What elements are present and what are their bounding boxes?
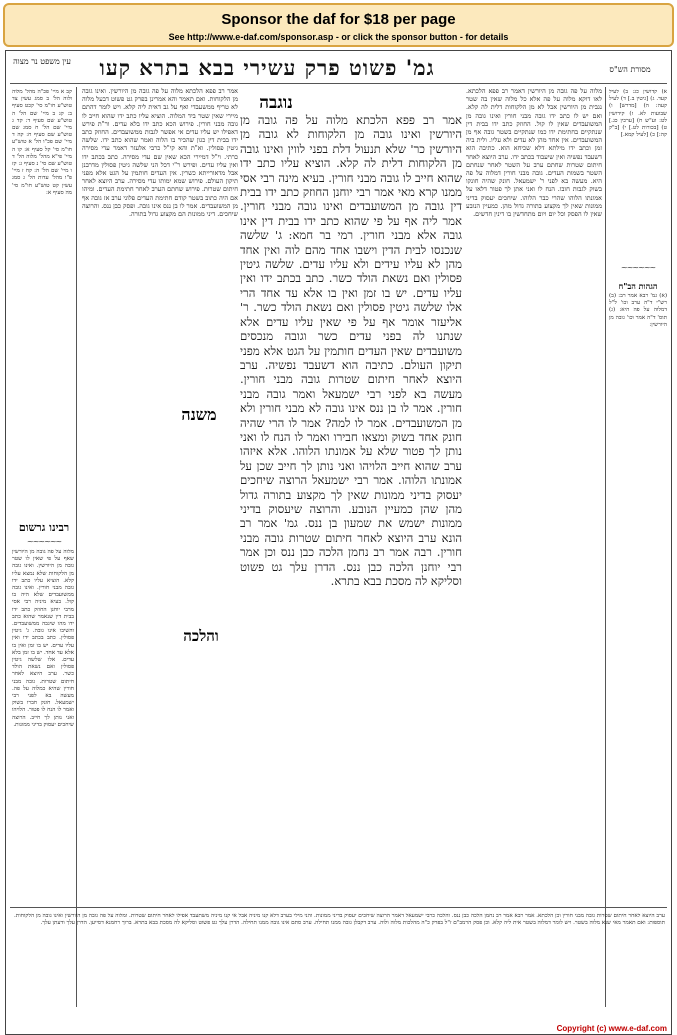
sponsor-subtitle[interactable]: See http://www.e-daf.com/sponsor.asp - or click the sponsor button - for details (168, 32, 509, 42)
ein-mishpat-header: עין משפט נר מצוה (13, 57, 71, 66)
rashi-column: מלוה על פה גובה מן היורשין דאמר רב פפא הלכתא. לאו דוקא מלוה על פה אלא כל מלוה שאין בה שטר נגבית מן היורשין אבל לא מן הלקוחות דלית לה קלא. ואם יש לו כתב ידו גובה מבני חורין ואינו גובה מן המשועבדים שאין לו קול. החוזק כתב ידו בבית דין שנתקיים בחתימת ידו כמו שנתקיים בשטר גובה אף מן המשועבדים. אין אחד מהן לא עדים ולא עליו. ולית ביה זמן וכתב ידו מילתא דלא שכיחא הוא. כתיבה הוא דשעבד נפשיה ואין שיעבוד בכתב ידו. ערב היוצא לאחר חיתום שטרות שחתם ערב על השטר לאחר שנחתם השטר בשמות העדים. גובה מבני חורין דמלוה על פה היא. מעשה בא לפני ר' ישמעאל. חונק שהיה חונקו בשוק לגבות חובו. הנח לו ואני אתן לך פטור דלאו על אמונתו הלוהו שהרי כבר הלוהו. שיחכים יעסוק בדיני ממונות שאין לך מקצוע בתורה גדול מהן. כמעיין הנובע שאין לו הפסק וכל יום ויום מתחדשין בו דינין חדשים. (466, 87, 602, 219)
rabbeinu-gershom-column: מלוה על פה גובה מן היורשין שאף על פי שאין לו שטר גובה מן היורשין. ואינו גובה מן הלקוחות שלא נמצא עליו קלא. הוציא עליו כתב ידו גובה מבני חורין. ואינו גובה ממשועבדים שלא היה בו קול. בעיא מיניה רבי אסי מרבי יוחנן החוזק כתב ידו בבית דין שנאמר שהוא כתב ידו מהו שיגבה ממשועבדים. והשיבו אינו גובה. ג' גיטין פסולין. כתב בכתב ידו ואין עליו עדים. יש בו זמן ואין בו אלא עד אחד. יש בו זמן בלא עדים. אלו שלשה גיטין פסולין ואם נשאת הולד כשר. ערב היוצא לאחר חיתום שטרות. גובה מבני חורין שהיא כמלוה על פה. מעשה בא לפני רבי ישמעאל. חונק חברו בשוק ואמר לו הנח לו פטור. הלויהו ואני נותן לך חייב. הרוצה שיחכים יעסוק בדיני ממונות. (12, 549, 74, 728)
gilyon-column: (א) גמ' רבא אמר רב: (ב) רש"י ד"ה ערב וכו' ל"ל דמלוה על פה היא: (ג) תוס' ד"ה אמר וכו' גובה מן היורשין: (609, 293, 667, 328)
gilyon-label: הגהות הב"ח (618, 281, 658, 291)
page-title: גמ' פשוט פרק עשירי בבא בתרא קעו (99, 55, 435, 80)
bottom-divider (10, 907, 667, 908)
ornament-divider: ~~~~~~ (620, 263, 656, 272)
sponsor-title[interactable]: Sponsor the daf for $18 per page (221, 11, 456, 28)
footer-copyright[interactable]: Copyright (c) www.e-daf.com (556, 1024, 667, 1033)
daf-page (5, 50, 672, 1035)
ein-mishpat-column: קב א מיי' פכ"ה מהל' מלוה ולוה הל' ב סמג עשין צד טוש"ע חו"מ סי' קכט סעיף ב: קג ב מיי' שם הל' ה טוש"ע שם סעיף ד: קד ג מיי' שם הל' ח סמג שם טוש"ע שם סעיף ח: קה ד מיי' שם פכ"ו הל' א טוש"ע חו"מ סי' קל סעיף א: קו ה מיי' פי"א מהל' מלוה הל' ד טוש"ע שם סי' נ סעיף ג: קז ו מיי' שם הל' ה: קח ז מיי' פ"ו מהל' עדות הל' ג סמג עשין קט טוש"ע חו"מ סי' מה סעיף א: (12, 89, 72, 196)
header-divider (10, 83, 667, 84)
bottom-commentary: ערב היוצא לאחר חיתום שטרות גובה מבני חורין וכן הלכתא. אמר רבא אמר רב נחמן הלכה כבן ננס. והלכה כרבי ישמעאל דאמר הרוצה שיחכים יעסוק בדיני ממונות. והני מילי בערב דלא קנו מיניה אבל אי קנו מיניה משתעבד אפילו לאחר חיתום שטרות. ומלוה על פה גובה מן היורשין ואינו גובה מן הלקוחות. תוספות: ואם תאמר מאי שנא מלוה בשטר. ויש לומר דמלוה בשטר אית ליה קלא. וכן פסק הרמב"ם ז"ל בפרק כ"ה מהלכות מלוה ולוה. ערב דקבלן גובה ממנו תחילה. ערב סתם אינו גובה ממנו תחילה. הדרן עלך גט פשוט וסליקא לה מסכת בבא בתרא. ברוך רחמנא דסייען. הדרן עלך ודעתן עלך. (14, 913, 665, 927)
rabbeinu-gershom-label: רבינו גרשום (18, 521, 70, 534)
mishnah-label: משנה (181, 405, 217, 424)
mesoret-hashas-column: א) קדושין כג: ב) לעיל קעד. ג) [גיטין ב.] ד) לעיל קעה: ה) [מדרש] ו) שבועות לא. ז) קידושין לט: וע"ש ח) [ערכין כג.] ט) [בכורות לט.] י) [ב"ק קה:] כ) [לעיל קמא.] (609, 89, 667, 139)
ornament-divider: ~~~~~~ (26, 537, 62, 546)
sponsor-banner[interactable] (3, 3, 674, 47)
tosafot-column: אמר רב פפא הלכתא מלוה על פה גובה מן היורשין. ואינו גובה מן הלקוחות. ואם תאמר והא אמרינן בפרק גט פשוט דבעל מלוה לא טריף ממשעבדי ואף על גב דאית ליה קלא. ויש לומר דהתם מיירי שאין שטר ביד המלוה. הוציא עליו כתב ידו שהוא חייב לו גובה מבני חורין. פירוש הכא כתב ידו בלא עדים. ור"ת פירש דאפילו יש עליו עדים אי אפשר לגבות ממשועבדים. החוזק כתב ידו בבית דין כגון שהכיר בו הלוה ואמר שהוא כתב ידו. שלשה גיטין פסולין. וא"ת והא קי"ל כרבי אלעזר דאמר עדי מסירה כרתי. וי"ל דמיירי הכא שאין שם עדי מסירה. כתב בכתב ידו ואין עליו עדים. ופירש ר"י דכל הני שלשה גיטין פסולין מדרבנן אבל מדאורייתא כשרין. אין העדים חותמין על הגט אלא מפני תיקון העולם. פירוש שמא ימותו עדי מסירה. ערב היוצא לאחר חיתום שטרות. פירוש שחתם הערב לאחר חתימת העדים. ומיהו אם היה כתוב בשטר קודם חתימת העדים פלוני ערב אז גובה אף מן המשועבדים. אמר לו בן ננס אינו גובה. ופסק כבן ננס. והרוצה שיחכים. דיני ממונות הם מקצוע גדול בתורה. (82, 87, 238, 219)
right-margin-divider (605, 87, 606, 1007)
gemara-main-text: אמר רב פפא הלכתא מלוה על פה גובה מן היורשין ואינו גובה מן הלקוחות לא גובה מן היורשין כר' שלא תנעול דלת בפני לווין ואינו גובה מן הלקוחות דלית לה קלא. הוציא עליו כתב ידו שהוא חייב לו גובה מבני חורין. בעיא מינה רבי אסי ממנו קרא מאי אמר רבי יוחנן החוזק כתב ידו בבית דין גובה מן המשועבדים ואינו גובה מבני חורין. אמר ליה אף על פי שהוא כתב ידו בבית דין אינו גובה אלא מבני חורין. רמי בר חמא: ג' שלשה שנכנסו לבית הדין וישבו אחד מהם לוה ואין אחד מהן לא עליו עידים ולא עליו עדים. שלשה גיטין פסולין ואם נשאת הולד כשר. כתב בכתב ידו ואין עליו עדים. יש בו זמן ואין בו אלא עד אחד הרי אלו שלשה גיטין פסולין ואם נשאת הולד כשר. ר' אליעזר אומר אף על פי שאין עליו עדים אלא שנתנו לה בפני עדים כשר וגובה מנכסים משועבדים שאין העדים חותמין על הגט אלא מפני תיקון העולם. כתיבה הוא דשעבד נפשיה. ערב היוצא לאחר חיתום שטרות גובה מבני חורין. מעשה בא לפני רבי ישמעאל ואמר גובה מבני חורין. אמר לו בן ננס אינו גובה לא מבני חורין ולא מן המשועבדים. אמר לו למה? אמר לו הרי שהיה חונק אחד בשוק ומצאו חבירו ואמר לו הנח לו ואני נותן לך פטור שלא על אמונתו הלוהו. אלא איזהו ערב שהוא חייב הלויהו ואני נותן לך חייב שכן על אמונתו הלוהו. אמר רבי ישמעאל הרוצה שיחכים יעסוק בדיני ממונות שאין לך מקצוע בתורה גדול מהן שהן כמעיין הנובע. והרוצה שיעסוק בדיני ממונות ישמש את שמעון בן ננס. גמ' אמר רב הונא ערב היוצא לאחר חיתום שטרות גובה מבני חורין. רבה אמר רב נחמן הלכה כבן ננס וכן אמר רבי יוחנן הלכה כבן ננס. הדרן עלך גט פשוט וסליקא לה מסכת בבא בתרא. (240, 113, 462, 588)
left-margin-divider (76, 87, 77, 1007)
nugba-lead-word: נוגבה (259, 93, 293, 113)
mesoret-header: מסורת הש"ס (609, 65, 651, 74)
halacha-label: והלכה (183, 627, 219, 645)
